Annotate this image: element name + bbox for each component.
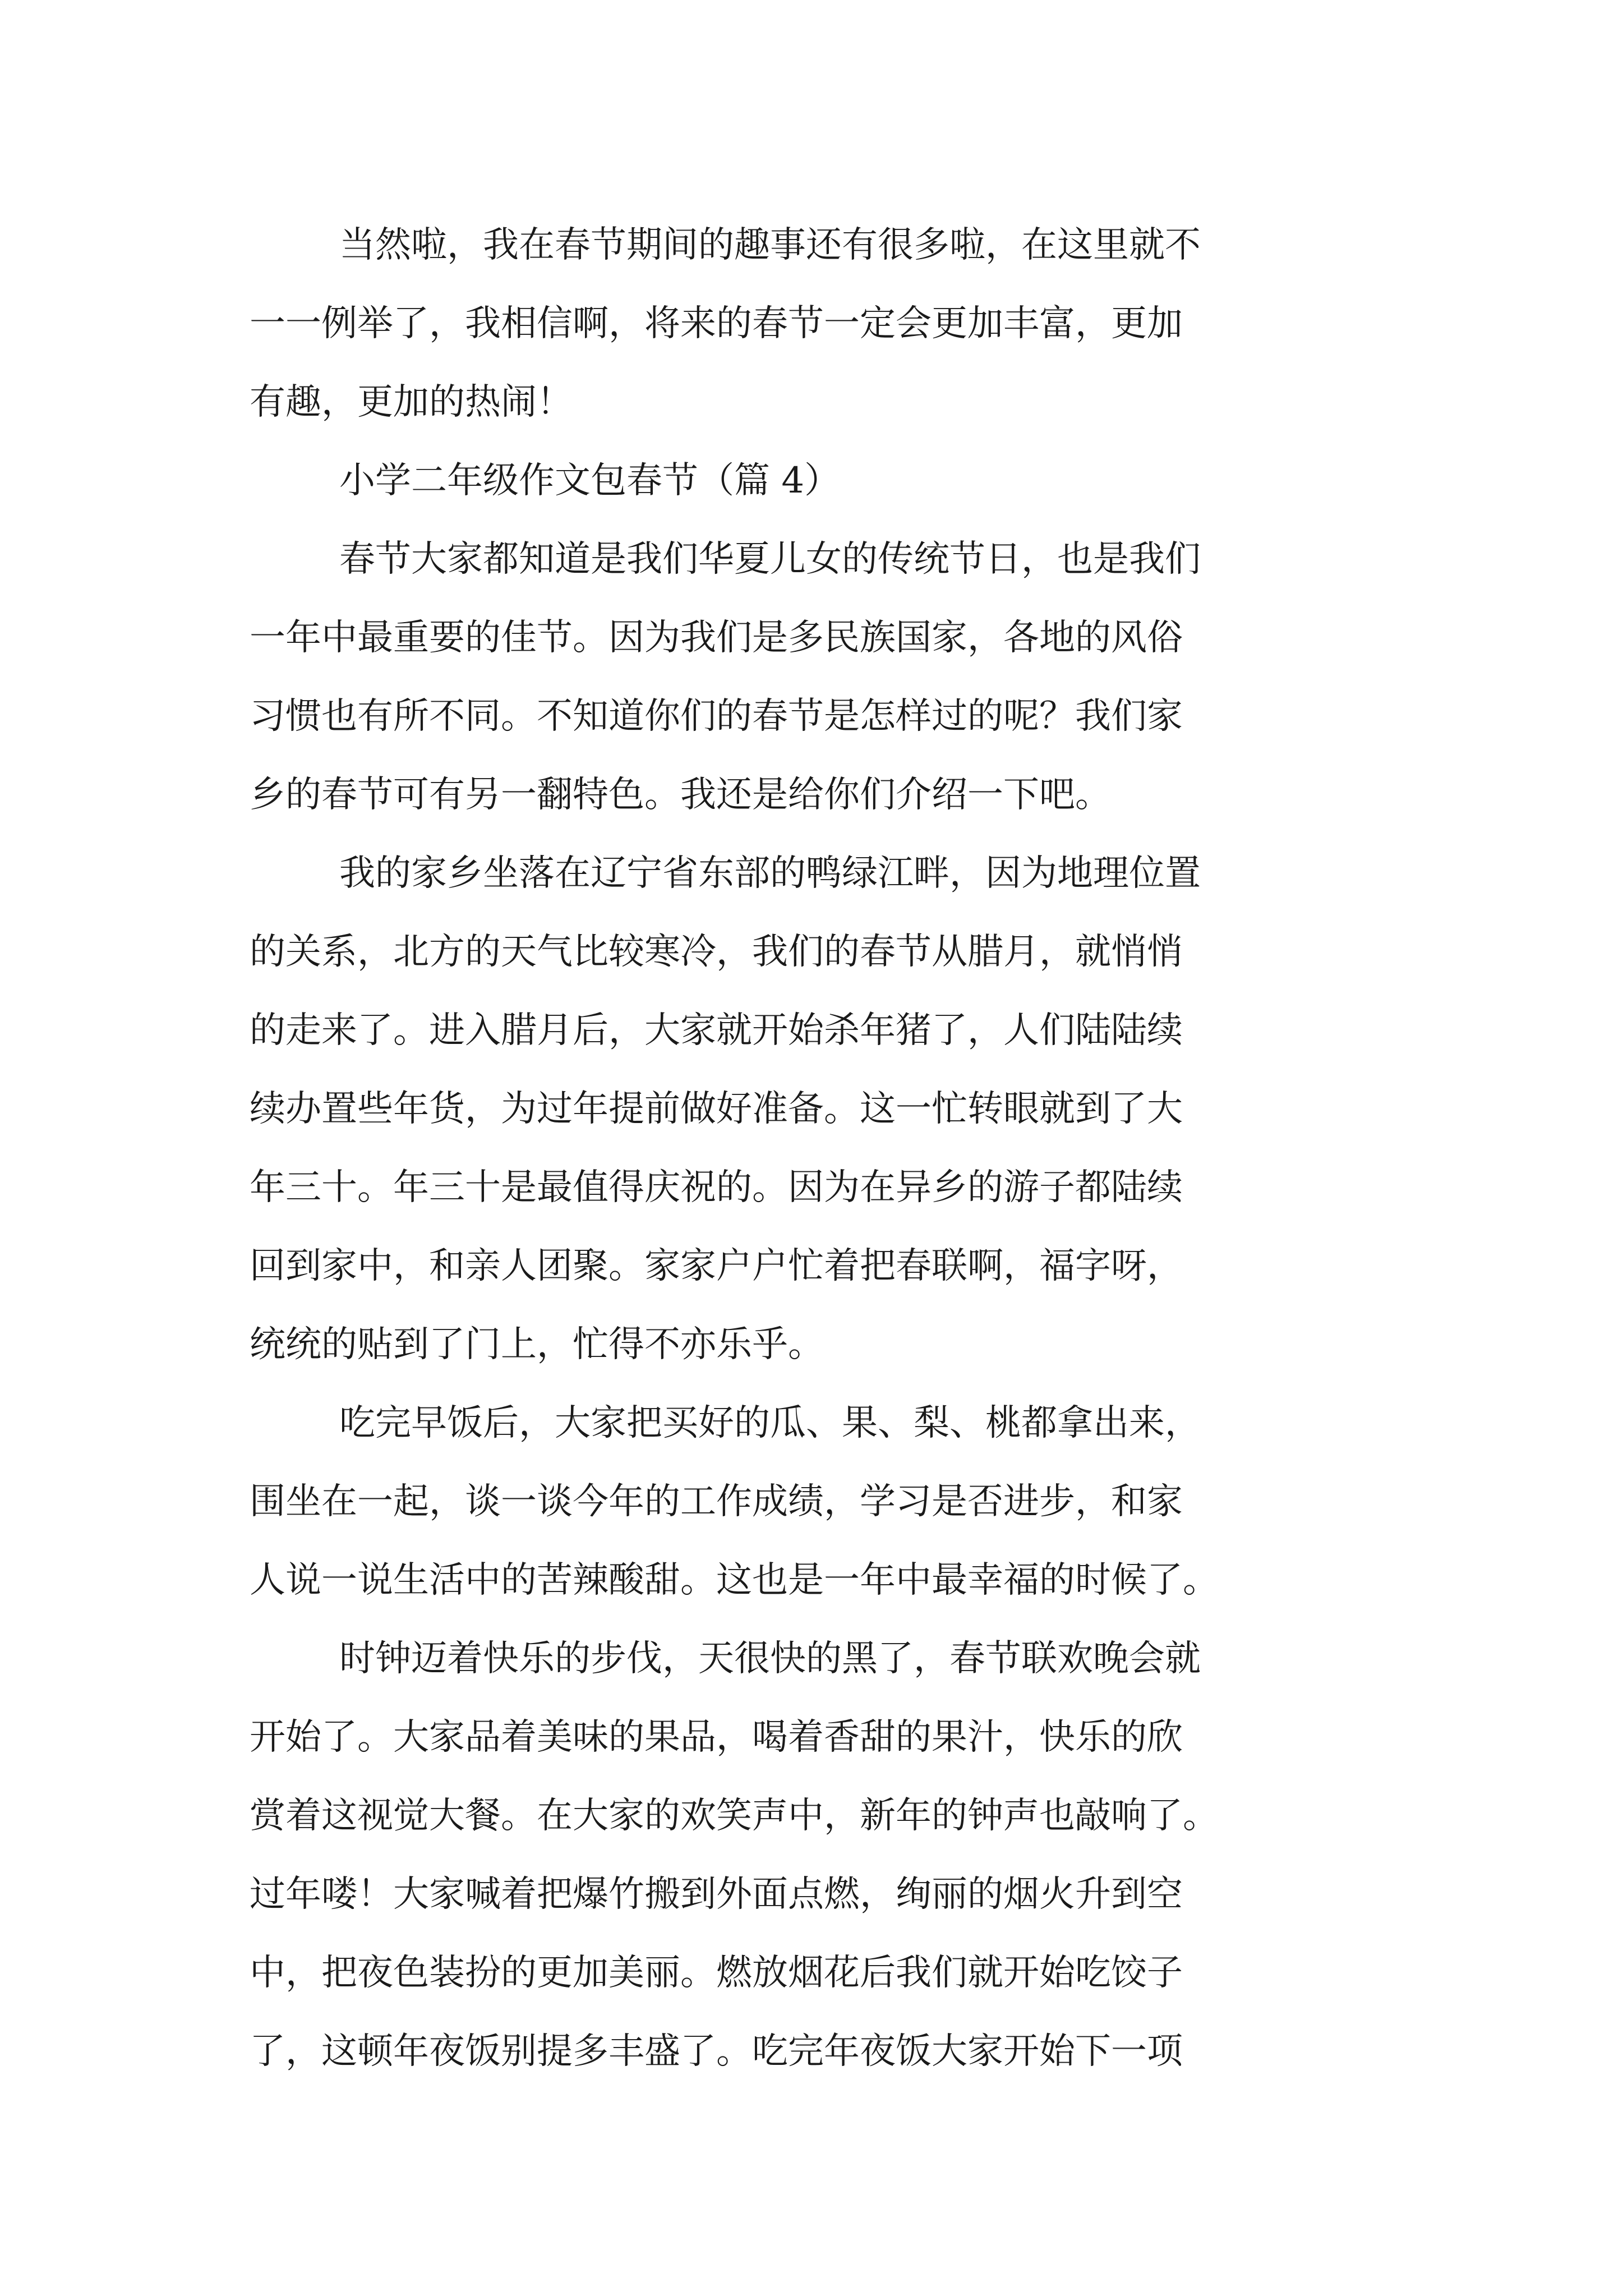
paragraph-1-line-1: 当然啦，我在春节期间的趣事还有很多啦，在这里就不 xyxy=(339,224,1201,266)
paragraph-4-line-3: 的走来了。进入腊月后，大家就开始杀年猪了，人们陆陆续 xyxy=(250,1010,1183,1051)
paragraph-3-line-3: 习惯也有所不同。不知道你们的春节是怎样过的呢？我们家 xyxy=(250,696,1183,737)
paragraph-4-line-6: 回到家中，和亲人团聚。家家户户忙着把春联啊，福字呀， xyxy=(250,1245,1183,1287)
paragraph-4-line-4: 续办置些年货，为过年提前做好准备。这一忙转眼就到了大 xyxy=(250,1088,1183,1130)
section-heading: 小学二年级作文包春节（篇 4） xyxy=(339,460,841,501)
paragraph-4-line-2: 的关系，北方的天气比较寒冷，我们的春节从腊月，就悄悄 xyxy=(250,931,1183,973)
paragraph-6-line-6: 了，这顿年夜饭别提多丰盛了。吃完年夜饭大家开始下一项 xyxy=(250,2031,1183,2072)
paragraph-6-line-1: 时钟迈着快乐的步伐，天很快的黑了，春节联欢晚会就 xyxy=(339,1638,1201,1680)
paragraph-5-line-1: 吃完早饭后，大家把买好的瓜、果、梨、桃都拿出来， xyxy=(339,1402,1201,1444)
paragraph-1-line-2: 一一例举了，我相信啊，将来的春节一定会更加丰富，更加 xyxy=(250,303,1183,344)
paragraph-5-line-3: 人说一说生活中的苦辣酸甜。这也是一年中最幸福的时候了。 xyxy=(250,1559,1219,1601)
paragraph-3-line-1: 春节大家都知道是我们华夏儿女的传统节日，也是我们 xyxy=(339,539,1201,580)
paragraph-4-line-1: 我的家乡坐落在辽宁省东部的鸭绿江畔，因为地理位置 xyxy=(339,853,1201,894)
paragraph-6-line-3: 赏着这视觉大餐。在大家的欢笑声中，新年的钟声也敲响了。 xyxy=(250,1795,1219,1837)
paragraph-6-line-2: 开始了。大家品着美味的果品，喝着香甜的果汁，快乐的欣 xyxy=(250,1717,1183,1758)
paragraph-6-line-4: 过年喽！大家喊着把爆竹搬到外面点燃，绚丽的烟火升到空 xyxy=(250,1874,1183,1915)
paragraph-6-line-5: 中，把夜色装扮的更加美丽。燃放烟花后我们就开始吃饺子 xyxy=(250,1952,1183,1994)
paragraph-3-line-4: 乡的春节可有另一翻特色。我还是给你们介绍一下吧。 xyxy=(250,774,1111,816)
paragraph-4-line-7: 统统的贴到了门上，忙得不亦乐乎。 xyxy=(250,1324,824,1365)
paragraph-4-line-5: 年三十。年三十是最值得庆祝的。因为在异乡的游子都陆续 xyxy=(250,1167,1183,1208)
paragraph-1-line-3: 有趣，更加的热闹！ xyxy=(250,381,573,423)
paragraph-5-line-2: 围坐在一起，谈一谈今年的工作成绩，学习是否进步，和家 xyxy=(250,1481,1183,1522)
paragraph-3-line-2: 一年中最重要的佳节。因为我们是多民族国家，各地的风俗 xyxy=(250,617,1183,659)
